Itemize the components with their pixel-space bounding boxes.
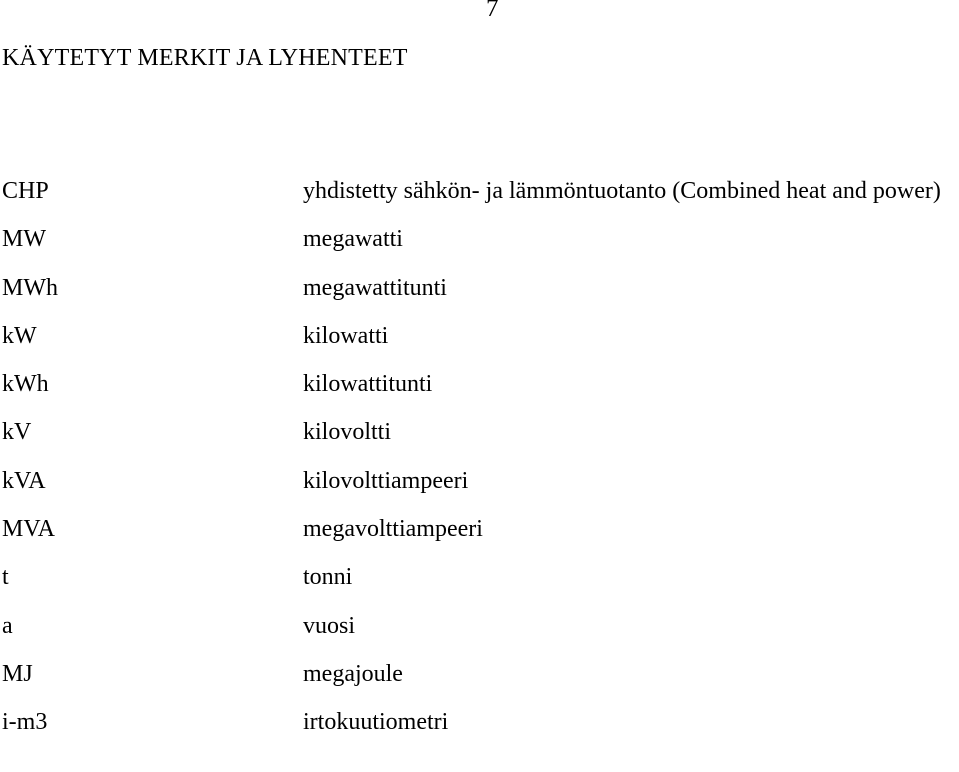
abbreviation-definition: irtokuutiometri (303, 709, 449, 736)
abbreviation-row-kw (0, 312, 959, 360)
abbreviation-definition: megajoule (303, 660, 403, 687)
abbreviation-term: MVA (2, 516, 55, 543)
abbreviation-term: CHP (2, 178, 49, 204)
abbreviation-row-i-m3 (0, 698, 959, 746)
abbreviation-list (0, 167, 959, 747)
abbreviation-row-mj (0, 650, 959, 698)
abbreviation-definition: kilowattitunti (303, 371, 433, 398)
abbreviation-term: i-m3 (2, 709, 48, 736)
abbreviation-term: MWh (2, 274, 58, 301)
abbreviation-definition: vuosi (303, 612, 356, 639)
abbreviation-row-a (0, 602, 959, 650)
abbreviation-term: t (2, 564, 9, 591)
abbreviation-term: kW (2, 322, 37, 349)
abbreviation-definition: yhdistetty sähkön- ja lämmöntuotanto (Combined heat and power) (303, 178, 941, 204)
abbreviation-row-mwh (0, 264, 959, 312)
abbreviation-row-mw (0, 215, 959, 263)
abbreviation-definition: kilowatti (303, 322, 389, 349)
abbreviation-row-kv (0, 408, 959, 456)
page-heading: KÄYTETYT MERKIT JA LYHENTEET (2, 45, 408, 71)
abbreviation-row-chp (0, 167, 959, 215)
abbreviation-definition: megavolttiampeeri (303, 516, 483, 543)
page-number: 7 (486, 0, 499, 22)
abbreviation-term: a (2, 612, 13, 639)
abbreviation-definition: tonni (303, 564, 353, 591)
abbreviation-term: kVA (2, 467, 46, 494)
abbreviation-term: kV (2, 419, 32, 446)
abbreviation-term: MW (2, 226, 46, 253)
abbreviation-definition: kilovolttiampeeri (303, 467, 469, 494)
abbreviation-term: kWh (2, 371, 49, 398)
abbreviation-row-t (0, 553, 959, 601)
abbreviation-term: MJ (2, 660, 33, 687)
abbreviation-row-kwh (0, 360, 959, 408)
abbreviation-definition: kilovoltti (303, 419, 392, 446)
abbreviation-row-kva (0, 457, 959, 505)
abbreviation-definition: megawattitunti (303, 274, 447, 301)
abbreviation-definition: megawatti (303, 226, 403, 253)
abbreviation-row-mva (0, 505, 959, 553)
